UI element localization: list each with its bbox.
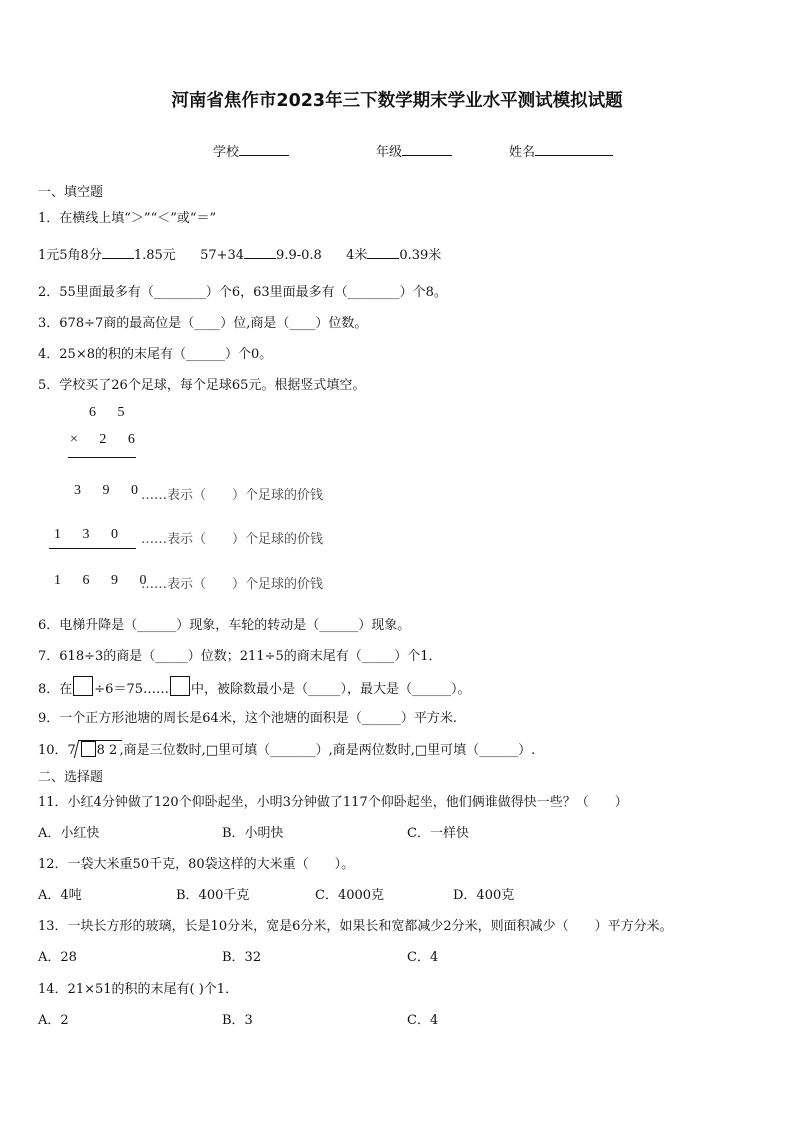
calc-note-3: ……表示（ ）个足球的价钱	[141, 577, 324, 592]
q12-option-b[interactable]: B．400千克	[176, 888, 250, 903]
calc-rule-bottom	[49, 548, 136, 549]
grade-field	[376, 141, 452, 160]
q11-option-b[interactable]: B．小明快	[222, 826, 284, 841]
q11-option-a[interactable]: A．小红快	[38, 826, 100, 841]
calc-row-partial-1: 3 9 0	[74, 483, 147, 498]
q1-b-blank[interactable]	[244, 247, 276, 259]
question-7: 7．618÷3的商是（_____）位数；211÷5的商末尾有（_____）个1．	[38, 649, 442, 664]
school-label: 学校	[213, 145, 240, 160]
q14-option-c[interactable]: C．4	[407, 1013, 439, 1028]
q10-box-digit[interactable]	[81, 741, 96, 757]
q1-c-right: 0.39米	[399, 248, 442, 263]
q11-option-c[interactable]: C．一样快	[407, 826, 469, 841]
name-field	[509, 141, 613, 160]
q12-option-d[interactable]: D．400克	[453, 888, 515, 903]
q10-suffix: ,商是三位数时,□里可填（_______）,商是两位数时,□里可填（______）.	[119, 743, 536, 758]
q8-box-dividend[interactable]	[73, 676, 93, 696]
calc-row-product: 1 6 9 0	[54, 573, 156, 588]
q14-option-b[interactable]: B．3	[222, 1013, 253, 1028]
q13-option-c[interactable]: C．4	[407, 950, 439, 965]
name-label: 姓名	[509, 145, 536, 160]
school-blank[interactable]	[239, 143, 289, 156]
question-3: 3．678÷7商的最高位是（____）位,商是（____）位数。	[38, 316, 368, 331]
question-10	[38, 739, 535, 758]
q13-option-b[interactable]: B．32	[222, 950, 262, 965]
question-8	[38, 676, 471, 697]
calc-row-partial-2: 1 3 0	[54, 527, 127, 542]
calc-row-multiplier: × 2 6	[70, 432, 144, 447]
question-1: 1．在横线上填“＞”“＜”或“＝”	[38, 211, 217, 226]
section-heading-choice: 二、选择题	[38, 770, 104, 785]
q10-division-bracket	[74, 740, 122, 758]
q1-b-left: 57+34	[200, 248, 245, 263]
name-blank[interactable]	[535, 143, 613, 156]
question-5: 5．学校买了26个足球，每个足球65元。根据竖式填空。	[38, 378, 366, 393]
section-heading-fill-blank: 一、填空题	[38, 185, 104, 200]
question-12: 12．一袋大米重50千克，80袋这样的大米重（ ）。	[38, 857, 355, 872]
question-4: 4．25×8的积的末尾有（______）个0。	[38, 347, 273, 362]
question-2: 2．55里面最多有（________）个6，63里面最多有（________）个8。	[38, 285, 447, 300]
question-14: 14．21×51的积的末尾有( )个1．	[38, 982, 239, 997]
q10-prefix: 10．7	[38, 743, 76, 758]
q8-mid: ÷6＝75……	[94, 682, 169, 697]
question-9: 9．一个正方形池塘的周长是64米，这个池塘的面积是（______）平方米.	[38, 711, 457, 726]
school-field	[213, 141, 289, 160]
page-title: 河南省焦作市2023年三下数学期末学业水平测试模拟试题	[171, 91, 623, 111]
q1-a-right: 1.85元	[133, 248, 176, 263]
calc-note-2: ……表示（ ）个足球的价钱	[141, 532, 324, 547]
question-1-items	[38, 244, 441, 263]
q1-c-left: 4米	[346, 248, 368, 263]
q1-a-left: 1元5角8分	[38, 248, 102, 263]
q12-option-c[interactable]: C．4000克	[315, 888, 385, 903]
q8-suffix: 中，被除数最小是（_____），最大是（______）。	[191, 682, 471, 697]
calc-row-multiplicand: 6 5	[89, 405, 134, 420]
grade-label: 年级	[376, 145, 403, 160]
calc-note-1: ……表示（ ）个足球的价钱	[141, 488, 324, 503]
q8-prefix: 8．在	[38, 682, 73, 697]
grade-blank[interactable]	[402, 143, 452, 156]
q10-dividend-digits: 8 2	[96, 743, 118, 758]
question-13: 13．一块长方形的玻璃，长是10分米，宽是6分米，如果长和宽都减少2分米，则面积减少（ ）平方分米。	[38, 919, 673, 934]
question-6: 6．电梯升降是（______）现象，车轮的转动是（______）现象。	[38, 618, 411, 633]
q13-option-a[interactable]: A．28	[38, 950, 77, 965]
calc-rule-top	[68, 457, 136, 458]
q8-box-remainder[interactable]	[170, 676, 190, 696]
q1-b-right: 9.9-0.8	[276, 248, 322, 263]
q14-option-a[interactable]: A．2	[38, 1013, 69, 1028]
question-11: 11．小红4分钟做了120个仰卧起坐，小明3分钟做了117个仰卧起坐，他们俩谁做得快一些？（ ）	[38, 795, 628, 810]
q12-option-a[interactable]: A．4吨	[38, 888, 82, 903]
q1-c-blank[interactable]	[367, 247, 399, 259]
q1-a-blank[interactable]	[102, 247, 134, 259]
